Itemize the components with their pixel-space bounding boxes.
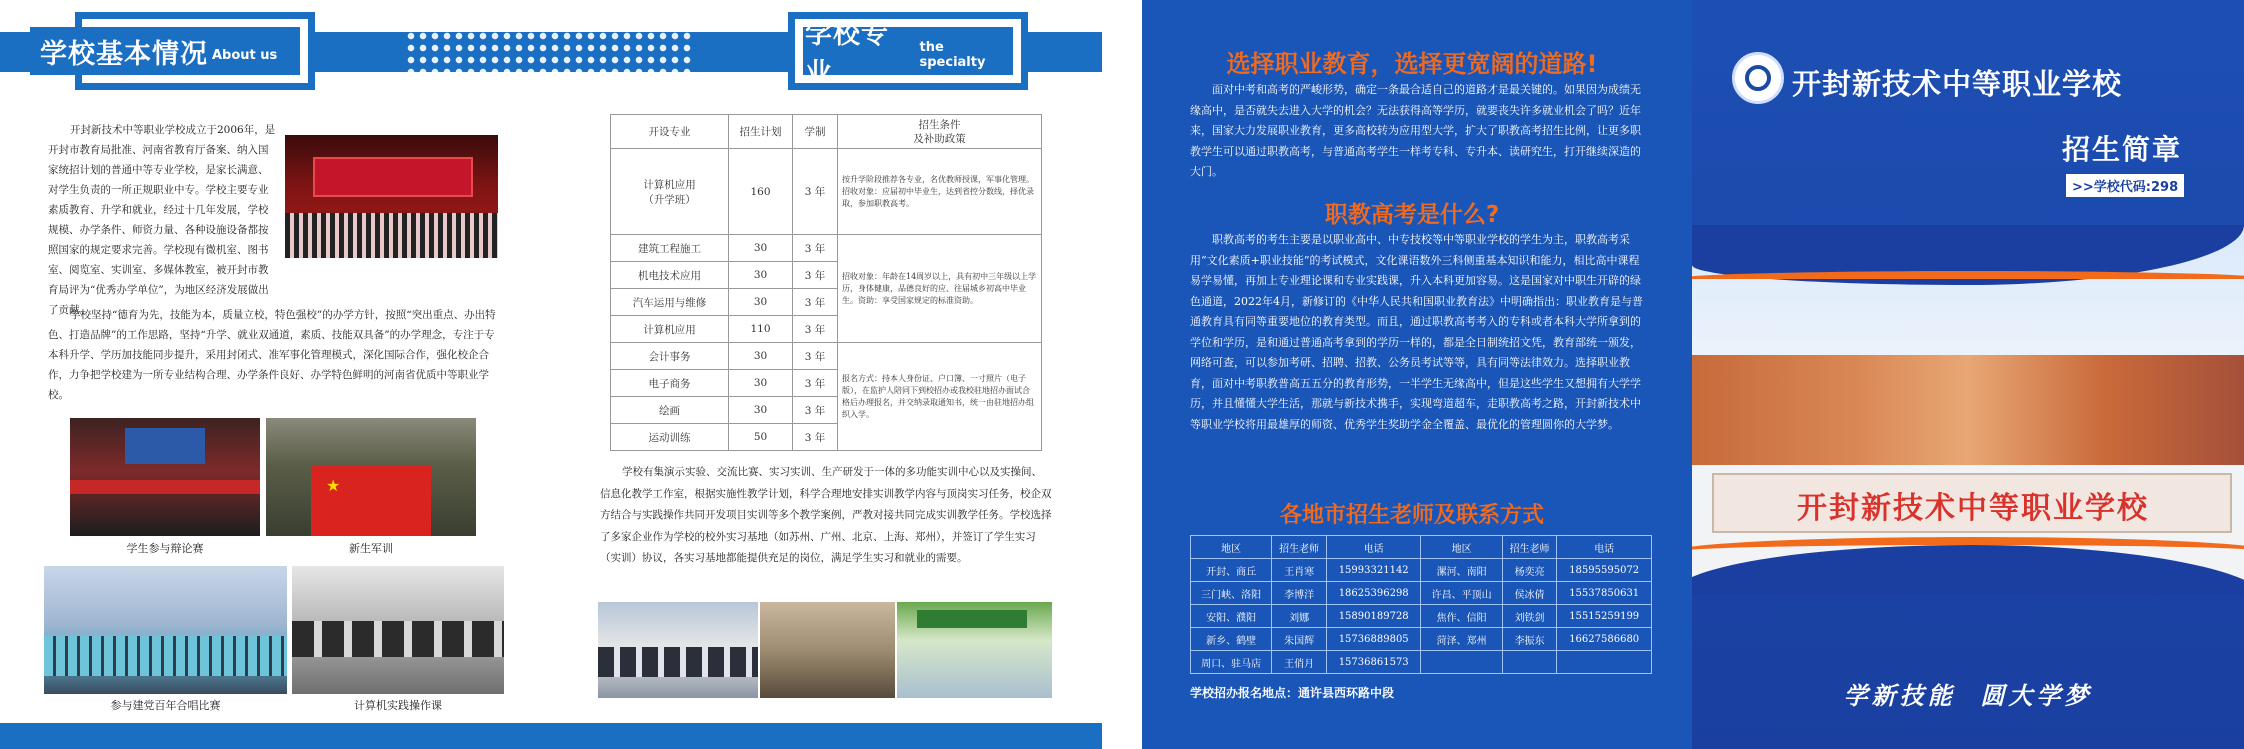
left-page: [0, 0, 1102, 749]
table-header-row: [611, 115, 1042, 149]
specialty-title: 学校专业: [805, 19, 889, 89]
table-row: 建筑工程施工 30 3 年 招收对象：年龄在14周岁以上，具有初中三年级以上学历，身体健康，品德良好的应、往届城乡初高中毕业生。资助：享受国家规定的标准资助。: [611, 235, 1042, 262]
col-major: 开设专业: [611, 115, 729, 149]
table-row: 计算机应用 （升学班） 160 3 年 按升学阶段推荐各专业，名优教师授课，军事化管理。招收对象：应届初中毕业生，达到省控分数线，择优录取，参加职教高考。: [611, 149, 1042, 235]
col-conditions: 招生条件 及补助政策: [838, 115, 1042, 149]
table-row: 安阳、濮阳 刘娜 15890189728 焦作、信阳 刘铁剑 15515259199: [1191, 605, 1652, 628]
dot-pattern: [405, 30, 695, 74]
brochure-title: 招生简章: [2062, 133, 2183, 166]
conditions-1: 按升学阶段推荐各专业，名优教师授课，军事化管理。招收对象：应届初中毕业生，达到省控分数线，择优录取，参加职教高考。: [838, 149, 1042, 235]
table-row: 周口、驻马店 王俏月 15736861573: [1191, 651, 1652, 674]
conditions-3: 报名方式：持本人身份证、户口簿、一寸照片（电子版），在监护人陪同下到校招办或我校驻地招办面试合格后办理报名，并交纳录取通知书，统一由驻地招办组织入学。: [838, 343, 1042, 451]
col-plan: 招生计划: [729, 115, 793, 149]
table-row: 会计事务 30 3 年 报名方式：持本人身份证、户口簿、一寸照片（电子版），在监护人陪同下到校招办或我校驻地招办面试合格后办理报名，并交纳录取通知书，统一由驻地招办组织入学。: [611, 343, 1042, 370]
intro-paragraph-2: 学校坚持“德育为先，技能为本，质量立校，特色强校”的办学方针，按照“突出重点、办出特色、打造品牌”的工作思路，坚持“升学、就业双通道，素质、技能双具备”的办学理念，专注于专本科升学、学历加技能同步提升，采用封闭式、准军事化管理模式，深化国际合作，强化校企合作，力争把学校建为一所专业结构合理、办学条件良好、办学特色鲜明的河南省优质中等职业学校。: [48, 309, 496, 401]
table-row: 电子商务 30 3 年: [611, 370, 1042, 397]
footer-band: [0, 723, 1102, 749]
about-heading-box: [40, 12, 315, 90]
para-exam: 职教高考的考生主要是以职业高中、中专技校等中等职业学校的学生为主，职教高考采用“文化素质+职业技能”的考试模式，文化课语数外三科侧重基本知识和能力，相比高中课程易学易懂，再加上专业理论课和专业实践课，升入本科更加容易。这是国家对中职生开辟的绿色通道，2022年4月，新修订的《中华人民共和国职业教育法》中明确指出：职业教育是与普通教育具有同等重要地位的教育类型。而且，通过职教高考考入的专科或者本科大学所拿到的学位和学历，是和通过普通高考拿到的学历一样的，都是全日制统招文凭，教育部统一颁发，网络可查，可以参加考研、招聘、招教、公务员考试等等，具有同等法律效力。选择职业教育，面对中考职教普高五五分的教育形势，一半学生无缘高中，但是这些学生又想拥有大学学历，并且懂懂大学生活，那就与新技术携手，实现弯道超车，走职教高考之路，开封新技术中等职业学校将用最雄厚的师资、优秀学生奖助学金全覆盖、最优化的管理圆你的大学梦。: [1190, 233, 1643, 431]
slogan: 学新技能 圆大学梦: [1843, 681, 2093, 710]
table-row: 运动训练 50 3 年: [611, 424, 1042, 451]
caption-computer: 计算机实践操作课: [354, 699, 442, 712]
headline-contacts: 各地市招生老师及联系方式: [1279, 503, 1544, 528]
campus-photo: [1692, 225, 2244, 595]
table-row: 开封、商丘 王肖寒 15993321142 漯河、南阳 杨奕亮 18595595072: [1191, 559, 1652, 582]
col-years: 学制: [793, 115, 838, 149]
caption-military: 新生军训: [349, 542, 393, 555]
choir-photo: [44, 566, 287, 694]
address-text: 学校招办报名地点：通许县西环路中段: [1190, 686, 1395, 700]
caption-choir: 参与建党百年合唱比赛: [110, 699, 221, 712]
contacts-header-row: 地区 招生老师 电话 地区 招生老师 电话: [1191, 536, 1652, 559]
school-name: 开封新技术中等职业学校: [1792, 67, 2123, 101]
majors-table: [610, 114, 1042, 451]
military-photo: ★: [266, 418, 476, 536]
lab-photo-3: [897, 602, 1052, 698]
para-choose: 面对中考和高考的严峻形势，确定一条最合适自己的道路才是最关键的。如果因为成绩无缘高中，是否就失去进入大学的机会？无法获得高等学历，就要丧失许多就业机会了吗？近年来，国家大力发展职业教育，更多高校转为应用型大学，扩大了职教高考招生比例，让更多职教学生可以通过职教高考，与普通高考学生一样考专科、专升本、读研究生，打开继续深造的大门。: [1190, 83, 1641, 178]
specialty-heading-box: [788, 12, 1028, 90]
headline-choose: 选择职业教育，选择更宽阔的道路!: [1226, 50, 1598, 78]
table-row: 机电技术应用 30 3 年: [611, 262, 1042, 289]
gate-inscription: 开封新技术中等职业学校: [1797, 491, 2149, 526]
table-row: 计算机应用 110 3 年: [611, 316, 1042, 343]
lab-photo-1: [598, 602, 758, 698]
practice-paragraph: 学校有集演示实验、交流比赛、实习实训、生产研发于一体的多功能实训中心以及实操间、信息化教学工作室，根据实施性教学计划，科学合理地安排实训教学内容与顶岗实习任务，校企双方结合与实践操作共同开发项目实训等多个教学案例，严教对接共同完成实训教学任务。学校选择了多家企业作为学校的校外实习基地（如苏州、广州、北京、上海、郑州），并签订了学生实习（实训）协议，各实习基地都能提供充足的岗位，满足学生实习和就业的需要。: [600, 466, 1052, 564]
table-row: 汽车运用与维修 30 3 年: [611, 289, 1042, 316]
table-row: 三门峡、洛阳 李博洋 18625396298 许昌、平顶山 侯冰倩 15537850631: [1191, 582, 1652, 605]
table-row: 新乡、鹤壁 朱国辉 15736889805 菏泽、郑州 李振东 16627586680: [1191, 628, 1652, 651]
intro-paragraph-1: 开封新技术中等职业学校成立于2006年，是开封市教育局批准、河南省教育厅备案、纳入国家统招计划的普通中等专业学校，是家长满意、对学生负责的一所正规职业中专。学校主要专业素质教育、升学和就业，经过十几年发展，学校规模、办学条件、师资力量、各种设施设备都按照国家的规定要求完善。学校现有微机室、图书室、阅览室、实训室、多媒体教室，被开封市教育局评为“优秀办学单位”，为地区经济发展做出了贡献。: [48, 124, 276, 316]
caption-debate: 学生参与辩论赛: [126, 542, 204, 555]
school-logo: [1732, 52, 1784, 104]
headline-exam: 职教高考是什么?: [1324, 202, 1500, 228]
right-page: [1142, 0, 2244, 749]
computer-class-photo: [292, 566, 504, 694]
brochure-cover: [1692, 0, 2244, 749]
lab-photo-2: [760, 602, 895, 698]
table-row: 绘画 30 3 年: [611, 397, 1042, 424]
about-title: 学校基本情况: [40, 38, 208, 70]
school-code-badge: >>学校代码:298: [2066, 174, 2184, 197]
specialty-title-en: the specialty: [919, 40, 986, 70]
about-title-en: About us: [212, 47, 278, 63]
contacts-table: [1190, 535, 1652, 674]
conditions-2: 招收对象：年龄在14周岁以上，具有初中三年级以上学历，身体健康，品德良好的应、往届城乡初高中毕业生。资助：享受国家规定的标准资助。: [838, 235, 1042, 343]
stage-photo: [285, 135, 498, 258]
debate-photo: [70, 418, 260, 536]
